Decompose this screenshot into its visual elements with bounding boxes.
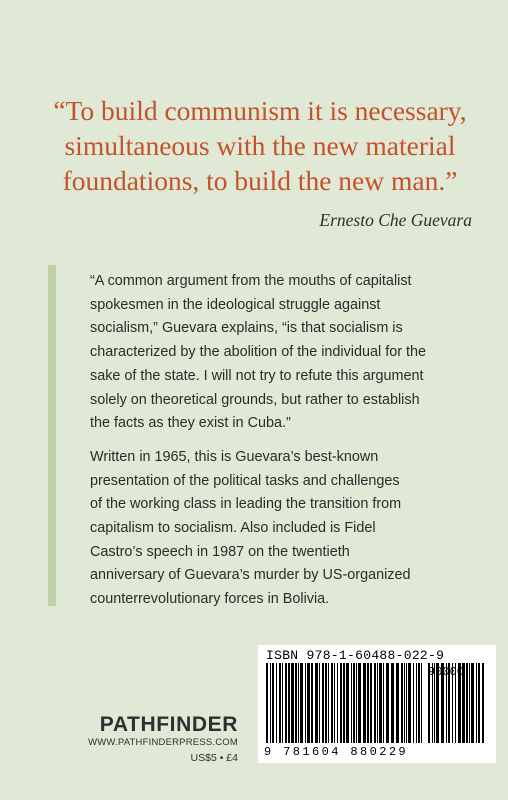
quote-line: “To build communism it is necessary,	[53, 95, 467, 126]
barcode-bar	[471, 663, 474, 743]
barcode-bar	[383, 663, 384, 743]
barcode-bar	[305, 663, 306, 743]
quote-line: foundations, to build the new man.”	[62, 165, 458, 196]
barcode-bar	[416, 663, 417, 743]
text-line: presentation of the political tasks and challenges	[90, 472, 400, 489]
publisher-block	[74, 714, 238, 765]
barcode-bar	[466, 663, 468, 743]
barcode-bar	[334, 663, 335, 743]
accent-bar	[48, 265, 56, 606]
barcode-bar	[413, 663, 414, 743]
description-text	[90, 270, 490, 622]
barcode-bar	[282, 663, 283, 743]
barcode-bar	[363, 663, 366, 743]
barcode-bar	[291, 663, 294, 743]
text-line: “A common argument from the mouths of capitalist	[90, 273, 412, 289]
barcode-bar	[406, 663, 407, 743]
barcode-bar	[272, 663, 274, 743]
barcode-bar	[356, 663, 357, 743]
text-line: characterized by the abolition of the individual for the	[90, 344, 426, 361]
pull-quote	[30, 93, 490, 198]
isbn-number: ISBN 978-1-60488-022-9	[266, 648, 445, 663]
text-line: anniversary of Guevara’s murder by US-organized	[90, 567, 411, 584]
barcode-bar	[358, 663, 361, 743]
quote-line: simultaneous with the new material	[64, 130, 456, 161]
quote-attribution: Ernesto Che Guevara	[319, 210, 472, 230]
barcode-bar	[337, 663, 338, 743]
barcode-bars	[264, 663, 424, 747]
barcode-bar	[315, 663, 318, 743]
description-paragraph-1	[90, 270, 490, 436]
barcode-bar	[377, 663, 378, 743]
barcode-digits: 9 781604 880229	[264, 745, 409, 759]
barcode-bar	[325, 663, 327, 743]
text-line: solely on theoretical grounds, but rather to establish	[90, 391, 420, 408]
barcode-bar	[322, 663, 324, 743]
barcode-bar	[374, 663, 376, 743]
barcode-bar	[421, 663, 422, 743]
barcode-bar	[404, 663, 405, 743]
barcode-bar	[418, 663, 420, 743]
barcode-bar	[476, 663, 477, 743]
barcode-bar	[276, 663, 277, 743]
barcode-bar	[482, 663, 484, 743]
barcode-bar	[386, 663, 389, 743]
text-line: socialism,” Guevara explains, “is that socialism is	[90, 320, 403, 337]
barcode-bar	[401, 663, 403, 743]
barcode-bar	[298, 663, 299, 743]
text-line: capitalism to socialism. Also included is Fidel	[90, 520, 376, 537]
barcode-bar	[353, 663, 355, 743]
publisher-website: WWW.PATHFINDERPRESS.COM	[88, 737, 238, 748]
publisher-logo: PATHFINDER	[99, 713, 238, 736]
isbn-barcode	[258, 645, 496, 763]
barcode-bar	[328, 663, 329, 743]
barcode-bar	[300, 663, 303, 743]
price-label: US$5 • £4	[190, 752, 238, 764]
barcode-bar	[396, 663, 399, 743]
barcode-bar	[346, 663, 349, 743]
barcode-bar	[266, 663, 268, 743]
barcode-bar	[331, 663, 333, 743]
barcode-bar	[351, 663, 352, 743]
barcode-bar	[319, 663, 320, 743]
barcode-bar	[311, 663, 313, 743]
barcode-bar	[288, 663, 290, 743]
barcode-bar	[370, 663, 372, 743]
barcode-bar	[408, 663, 411, 743]
barcode-bar	[379, 663, 382, 743]
text-line: Castro’s speech in 1987 on the twentieth	[90, 543, 350, 560]
text-line: counterrevolutionary forces in Bolivia.	[90, 591, 330, 608]
barcode-bar	[367, 663, 369, 743]
text-line: spokesmen in the ideological struggle against	[90, 296, 381, 313]
text-line: of the working class in leading the transition from	[90, 496, 402, 513]
barcode-bar	[478, 663, 480, 743]
text-line: sake of the state. I will not try to refute this argument	[90, 367, 424, 384]
price-code: 90000	[428, 665, 465, 679]
barcode-bar	[469, 663, 470, 743]
text-line: the facts as they exist in Cuba.”	[90, 415, 291, 432]
barcode-bar	[391, 663, 394, 743]
description-paragraph-2	[90, 446, 490, 612]
barcode-bar	[307, 663, 310, 743]
barcode-bar	[285, 663, 287, 743]
barcode-bar	[270, 663, 271, 743]
barcode-bar	[279, 663, 281, 743]
text-line: Written in 1965, this is Guevara’s best-known	[90, 448, 379, 465]
barcode-bar	[343, 663, 345, 743]
barcode-bar	[295, 663, 297, 743]
barcode-bar	[340, 663, 342, 743]
